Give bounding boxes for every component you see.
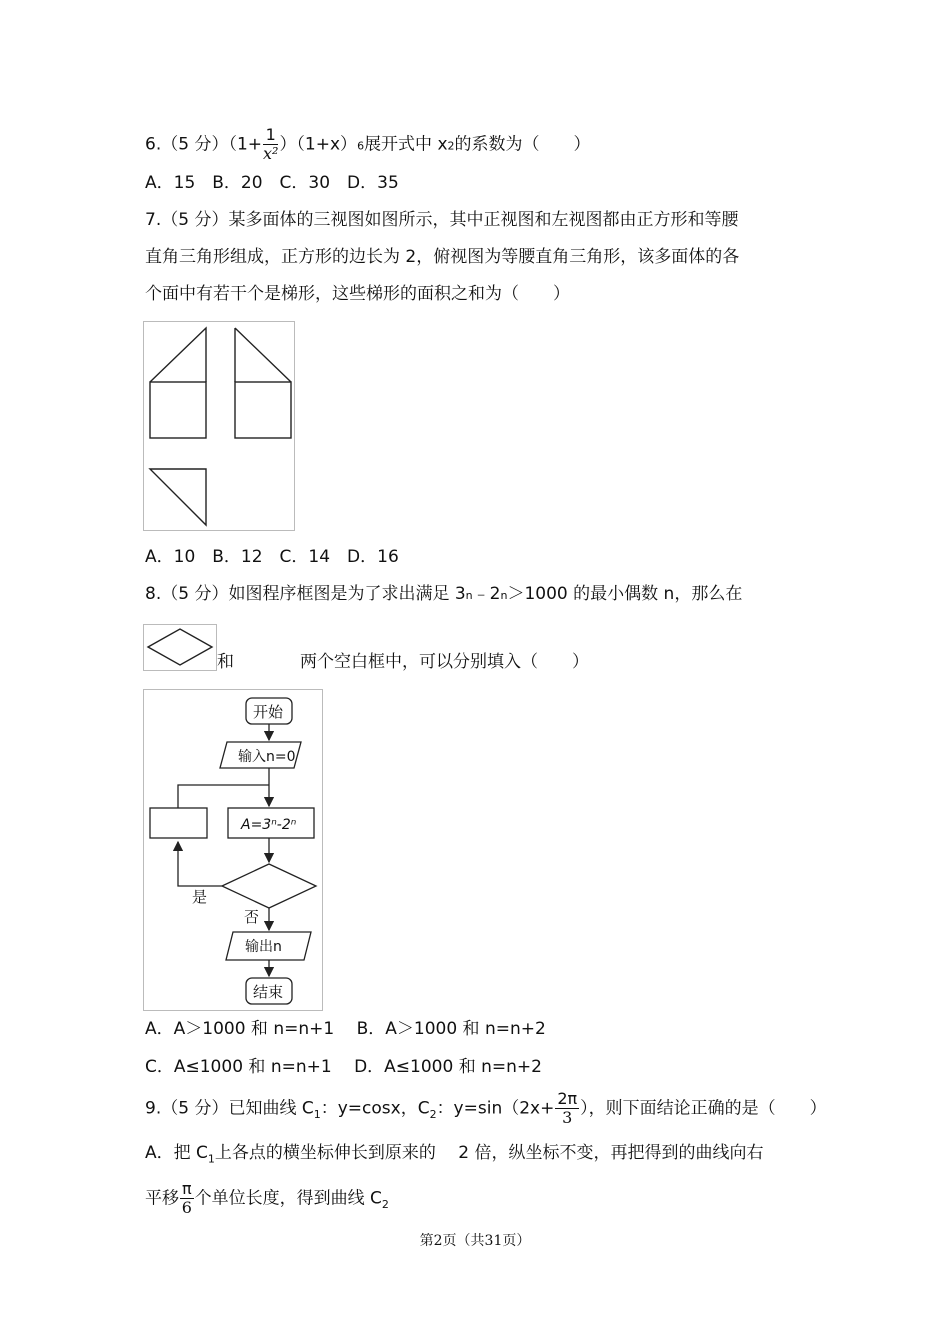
q7-line3: 个面中有若干个是梯形，这些梯形的面积之和为（ ） (145, 284, 570, 304)
q9-prefix: 9.（5 分）已知曲线 C (145, 1098, 314, 1119)
q8-sup2: n (500, 589, 508, 602)
q8-l1b: ﹣2 (472, 584, 501, 604)
q9-mid2: ：y=sin（2x+ (436, 1098, 555, 1119)
q8-line2a: 和 (217, 652, 234, 672)
flow-yes-label: 是 (192, 888, 208, 906)
q9-frac-den: 3 (562, 1108, 573, 1127)
q7-line1: 7.（5 分）某多面体的三视图如图所示，其中正视图和左视图都由正方形和等腰 (145, 210, 739, 230)
flowchart-drawing (144, 690, 322, 1010)
q6-frac-num: 1 (263, 126, 278, 145)
flow-loop-line (178, 785, 269, 808)
side-view-square (235, 382, 291, 438)
q9-sub1: 1 (313, 1107, 321, 1121)
page-footer: 第2页（共31页） (419, 1233, 531, 1249)
q6-fraction (263, 126, 278, 163)
q9-optA-sub: 1 (207, 1152, 215, 1166)
flow-assign-label: A=3ⁿ-2ⁿ (241, 817, 297, 833)
q6-frac-den: x² (263, 144, 279, 163)
q9-optA-a: A．把 C (145, 1143, 208, 1163)
q9-fraction (555, 1090, 579, 1127)
q9-optA2-a: 平移 (145, 1188, 179, 1209)
q6-exp2: 2 (447, 139, 455, 153)
q9-optA2-sub: 2 (381, 1197, 389, 1211)
q9-stem (145, 1090, 827, 1127)
q9-mid1: ：y=cosx，C (320, 1098, 430, 1119)
q8-options-ab: A．A＞1000 和 n=n+1 B．A＞1000 和 n=n+2 (145, 1019, 546, 1039)
three-view-figure (143, 321, 295, 531)
q6-prefix: 6.（5 分）（1+ (145, 134, 262, 155)
q8-line2b: 两个空白框中，可以分别填入（ ） (300, 652, 589, 672)
top-view-triangle (150, 469, 206, 525)
flow-empty-box (150, 808, 207, 838)
flow-no-label: 否 (244, 908, 260, 926)
front-view-square (150, 382, 206, 438)
q6-text2: 的系数为（ ） (454, 134, 591, 155)
q9-optA2-num: π (182, 1179, 192, 1198)
q9-suffix: ），则下面结论正确的是（ ） (580, 1098, 827, 1119)
q8-line1 (145, 582, 742, 608)
q9-optA2-fraction (180, 1180, 194, 1217)
q7-options: A．10 B．12 C．14 D．16 (145, 547, 399, 567)
q7-line2: 直角三角形组成，正方形的边长为 2，俯视图为等腰直角三角形，该多面体的各 (145, 247, 740, 267)
q8-l1a: 8.（5 分）如图程序框图是为了求出满足 3 (145, 584, 466, 604)
q9-optA-b: 上各点的横坐标伸长到原来的 2 倍，纵坐标不变，再把得到的曲线向右 (214, 1143, 764, 1163)
q6-mid: ）（1+x） (279, 134, 358, 155)
q8-sup1: n (465, 589, 473, 602)
q9-frac-num: 2π (557, 1089, 578, 1108)
front-view-triangle (150, 328, 206, 382)
flow-start-label: 开始 (253, 703, 284, 721)
flow-end-label: 结束 (253, 983, 284, 1001)
side-view-triangle (235, 328, 291, 382)
three-view-drawing (144, 322, 294, 530)
q6-exp: 6 (357, 139, 365, 153)
q6-text1: 展开式中 x (364, 134, 448, 155)
q9-optionA-line1 (145, 1141, 764, 1171)
flowchart-figure (143, 689, 323, 1011)
q9-sub2: 2 (429, 1107, 437, 1121)
q9-optA2-b: 个单位长度，得到曲线 C (194, 1188, 382, 1209)
q6-options: A．15 B．20 C．30 D．35 (145, 173, 399, 193)
flow-output-label: 输出n (245, 939, 282, 955)
diamond-box-figure (143, 624, 217, 671)
flow-decision-diamond (222, 864, 316, 908)
q9-optA2-den: 6 (181, 1198, 192, 1217)
flow-input-label: 输入n=0 (238, 749, 296, 765)
diamond-shape (144, 625, 216, 670)
q6-stem (145, 126, 591, 163)
q9-optionA-line2 (145, 1180, 389, 1217)
q8-l1c: ＞1000 的最小偶数 n，那么在 (507, 584, 743, 604)
q8-options-cd: C．A≤1000 和 n=n+1 D．A≤1000 和 n=n+2 (145, 1057, 542, 1077)
